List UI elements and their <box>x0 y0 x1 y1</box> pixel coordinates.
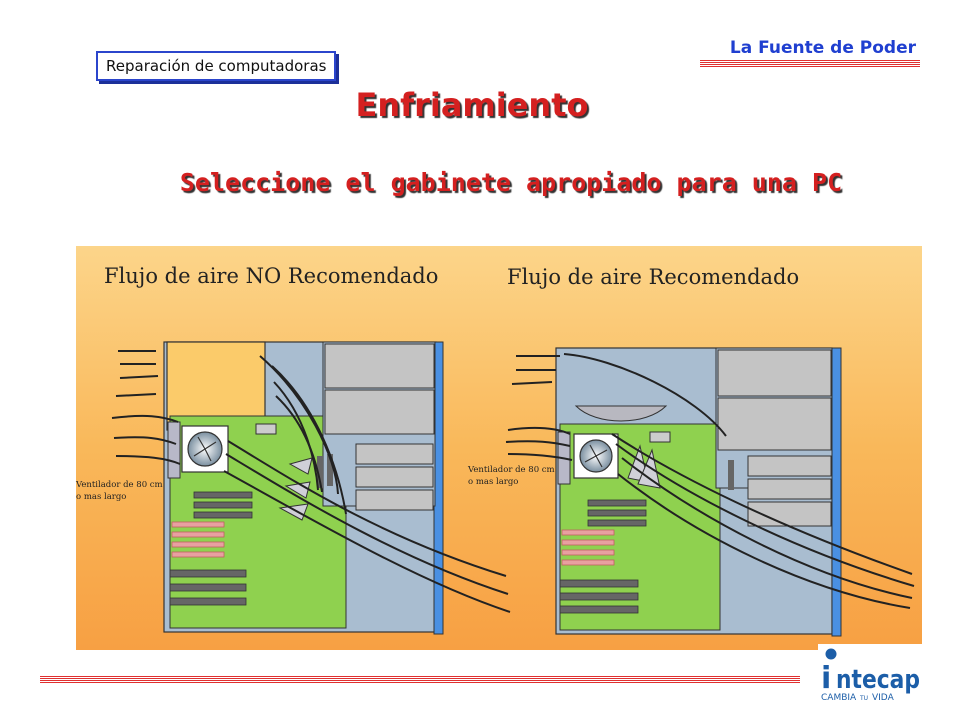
right-expansion-slot <box>560 580 638 587</box>
airflow-diagram <box>76 246 922 650</box>
right-fan-note: o mas largo <box>468 477 519 487</box>
svg-text:i: i <box>821 661 832 696</box>
left-fan-note: o mas largo <box>76 492 127 502</box>
left-rear-vent <box>168 422 180 478</box>
svg-text:TU: TU <box>860 695 869 702</box>
right-chip <box>650 432 670 442</box>
left-drive-bay-3 <box>356 444 433 464</box>
left-pci-slot <box>172 532 224 537</box>
left-pci-slot <box>172 552 224 557</box>
left-ram-slot <box>194 512 252 518</box>
course-badge: Reparación de computadoras <box>96 51 336 81</box>
left-chip <box>256 424 276 434</box>
left-drive-bay-4 <box>356 467 433 487</box>
right-expansion-slot <box>560 606 638 613</box>
airflow-figure <box>76 246 922 650</box>
slide-title: Enfriamiento <box>355 86 589 124</box>
intecap-logo <box>818 644 924 706</box>
left-ram-slot <box>194 502 252 508</box>
right-drive-bay-1 <box>718 350 831 396</box>
svg-text:VIDA: VIDA <box>872 693 894 703</box>
header-divider <box>700 60 920 68</box>
right-drive-bay-2 <box>718 398 831 450</box>
right-case-front-bezel <box>832 348 841 636</box>
left-pci-slot <box>172 542 224 547</box>
right-pci-slot <box>562 560 614 565</box>
right-panel-heading: Flujo de aire Recomendado <box>507 265 800 289</box>
left-expansion-slot <box>170 570 246 577</box>
right-drive-bay-3 <box>748 456 831 476</box>
right-expansion-slot <box>560 593 638 600</box>
left-pci-slot <box>172 522 224 527</box>
right-pci-slot <box>562 550 614 555</box>
slide-subtitle: Seleccione el gabinete apropiado para una PC <box>179 168 843 197</box>
left-drive-bay-2 <box>325 390 434 434</box>
svg-text:CAMBIA: CAMBIA <box>821 693 857 703</box>
svg-text:ntecap: ntecap <box>836 665 920 695</box>
right-fan-note: Ventilador de 80 cm <box>468 465 555 475</box>
right-pci-slot <box>562 530 614 535</box>
left-expansion-slot <box>170 584 246 591</box>
left-drive-bay-5 <box>356 490 433 510</box>
logo-dot-icon <box>826 649 837 660</box>
left-ram-slot <box>194 492 252 498</box>
right-ram-slot <box>588 520 646 526</box>
right-pci-slot <box>562 540 614 545</box>
right-ram-slot <box>588 510 646 516</box>
left-fan-note: Ventilador de 80 cm <box>76 480 163 490</box>
left-expansion-slot <box>170 598 246 605</box>
right-ram-slot <box>588 500 646 506</box>
section-title: La Fuente de Poder <box>729 38 916 58</box>
footer-divider <box>40 676 800 684</box>
left-panel-heading: Flujo de aire NO Recomendado <box>104 264 439 288</box>
left-drive-bay-1 <box>325 344 434 388</box>
right-drive-bay-4 <box>748 479 831 499</box>
